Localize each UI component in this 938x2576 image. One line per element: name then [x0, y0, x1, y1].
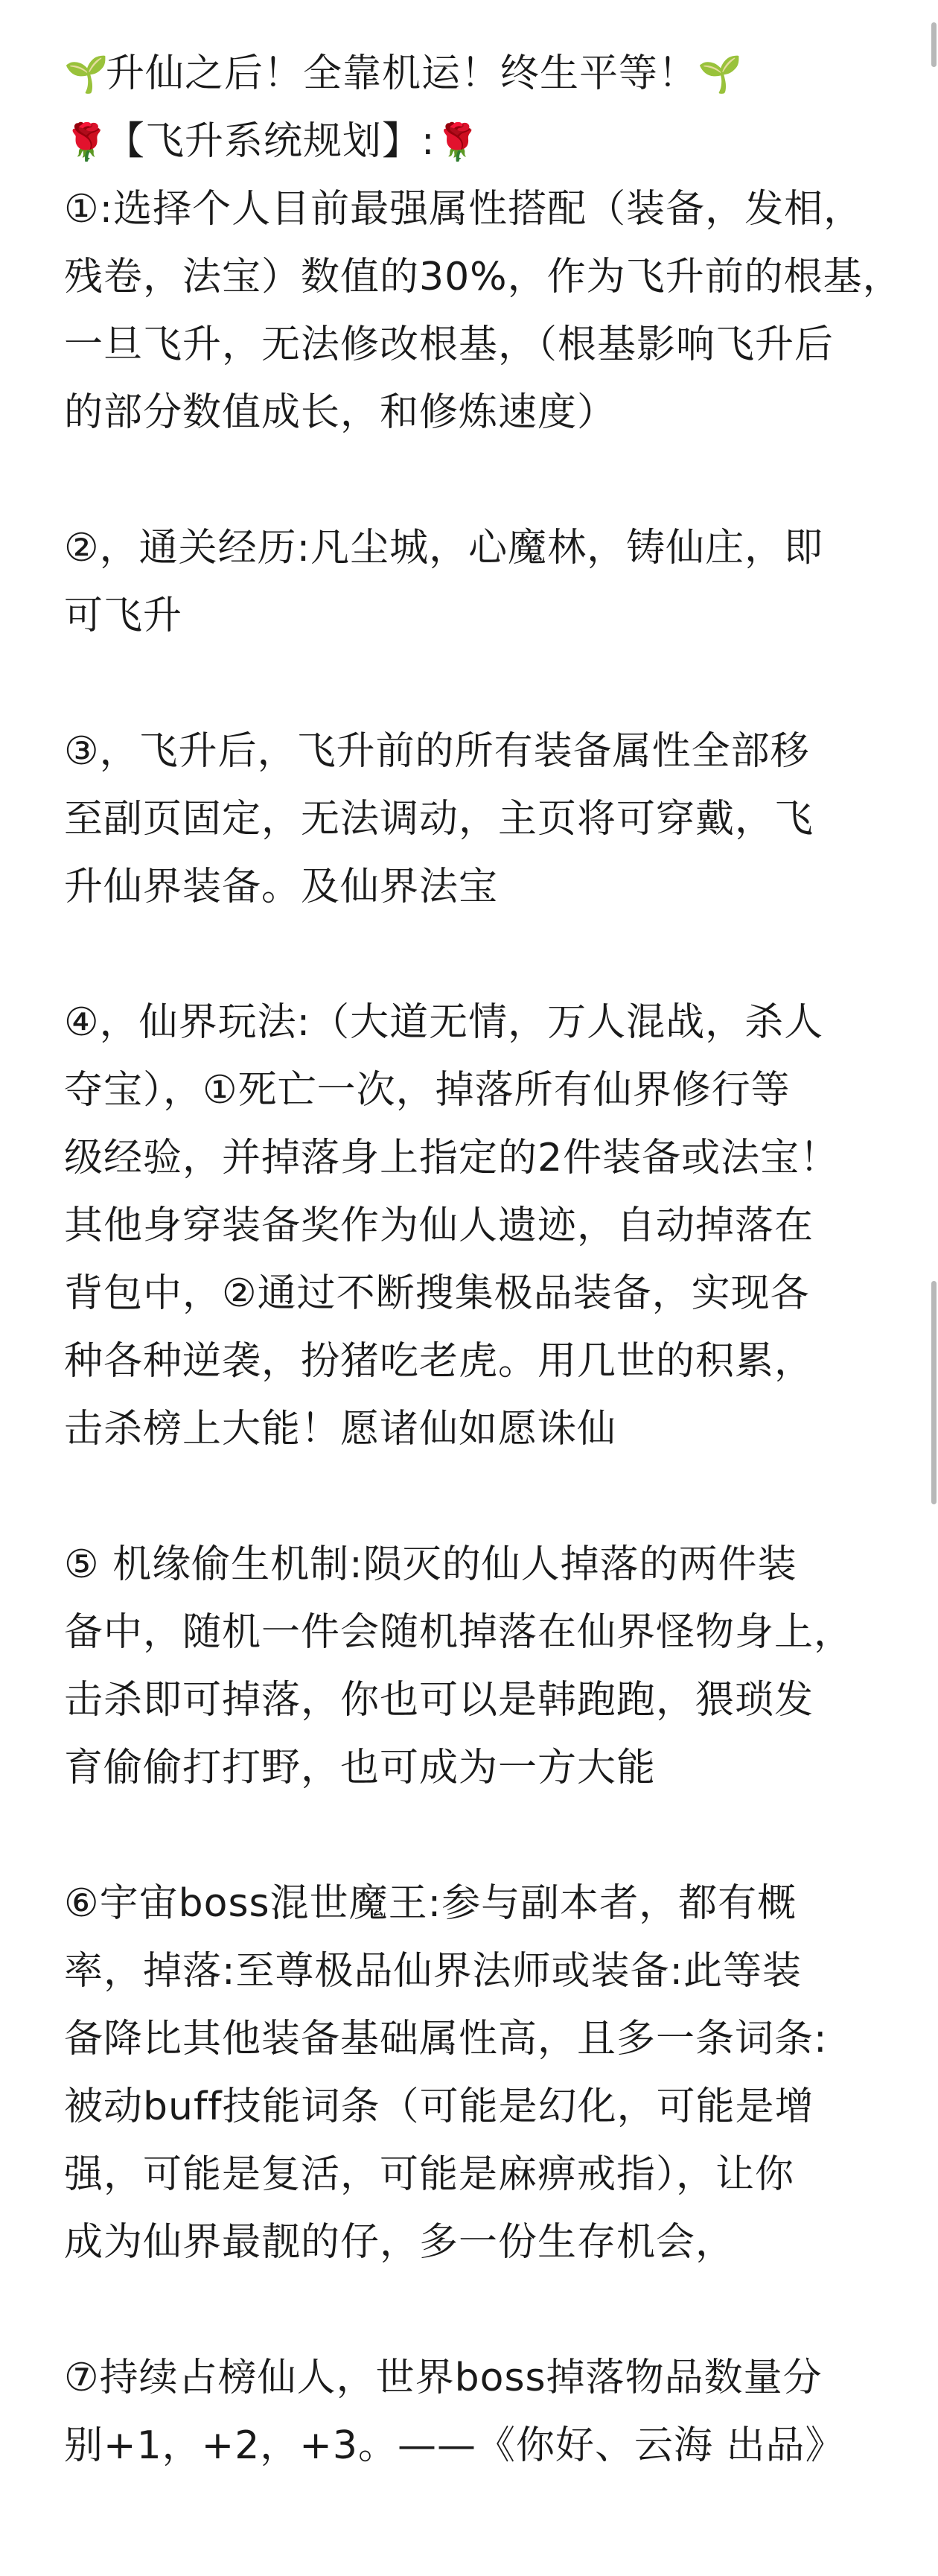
- sprout-icon: 🌱: [64, 54, 109, 95]
- paragraph-gap: [64, 921, 898, 989]
- section-line: ⑦持续占榜仙人，世界boss掉落物品数量分: [64, 2356, 823, 2400]
- section-line: 被动buff技能词条（可能是幻化，可能是增: [64, 2084, 814, 2129]
- section-line: 育偷偷打打野，也可成为一方大能: [64, 1746, 657, 1790]
- section-line: ①:选择个人目前最强属性搭配（装备，发相，: [64, 187, 864, 232]
- section-7: [64, 2344, 898, 2480]
- section-line: 夺宝），①死亡一次，掉落所有仙界修行等: [64, 1068, 791, 1113]
- rose-icon: 🌹: [435, 121, 481, 163]
- section-line: 击杀即可掉落，你也可以是韩跑跑，猥琐发: [64, 1678, 814, 1723]
- section-line: 背包中，②通过不断搜集极品装备，实现各: [64, 1271, 810, 1316]
- paragraph-gap: [64, 1463, 898, 1531]
- section-line: 强，可能是复活，可能是麻痹戒指），让你: [64, 2152, 795, 2197]
- section-1: [64, 176, 902, 447]
- section-3: [64, 718, 898, 921]
- post-content: [64, 40, 902, 2480]
- section-line: 击杀榜上大能！愿诸仙如愿诛仙: [64, 1407, 617, 1451]
- paragraph-gap: [64, 447, 898, 515]
- section-line: 率，掉落:至尊极品仙界法师或装备:此等装: [64, 1949, 803, 1994]
- section-line: 的部分数值成长，和修炼速度）: [64, 390, 617, 435]
- section-line: 一旦飞升，无法修改根基，（根基影响飞升后: [64, 322, 835, 367]
- section-line: 其他身穿装备奖作为仙人遗迹，自动掉落在: [64, 1203, 814, 1248]
- section-2: [64, 515, 898, 650]
- scrollbar-thumb-top[interactable]: [931, 22, 937, 67]
- section-line: 至副页固定，无法调动，主页将可穿戴，飞: [64, 797, 814, 842]
- section-line: ③，飞升后，飞升前的所有装备属性全部移: [64, 729, 810, 774]
- section-4: [64, 989, 898, 1463]
- section-line: 成为仙界最靓的仔，多一份生存机会，: [64, 2220, 736, 2265]
- section-line: 级经验，并掉落身上指定的2件装备或法宝！: [64, 1136, 840, 1180]
- section-line: 备中，随机一件会随机掉落在仙界怪物身上，: [64, 1610, 854, 1655]
- scrollbar-thumb[interactable]: [931, 1281, 937, 1504]
- section-line: 种各种逆袭，扮猪吃老虎。用几世的积累，: [64, 1339, 814, 1384]
- section-line: 别+1，+2，+3。——《你好、云海 出品》: [64, 2423, 845, 2468]
- paragraph-gap: [64, 1802, 898, 1870]
- section-line: 残卷，法宝）数值的30%，作为飞升前的根基，: [64, 255, 902, 299]
- scrollbar[interactable]: [931, 0, 938, 2576]
- sprout-icon: 🌱: [698, 54, 743, 95]
- section-line: 可飞升: [64, 594, 183, 638]
- post-subtitle: 【飞升系统规划】:: [106, 119, 436, 164]
- section-6: [64, 1870, 898, 2277]
- section-5: [64, 1531, 898, 1802]
- paragraph-gap: [64, 650, 898, 718]
- post-title: 升仙之后！全靠机运！终生平等！: [106, 51, 698, 96]
- paragraph-gap: [64, 2277, 898, 2344]
- section-line: 升仙界装备。及仙界法宝: [64, 865, 499, 909]
- section-line: ②，通关经历:凡尘城，心魔林，铸仙庄，即: [64, 526, 824, 570]
- section-line: ⑤ 机缘偷生机制:陨灭的仙人掉落的两件装: [64, 1542, 797, 1587]
- section-line: ⑥宇宙boss混世魔王:参与副本者，都有概: [64, 1881, 797, 1926]
- post-subtitle-line: [64, 108, 898, 176]
- post-title-line: [64, 40, 898, 108]
- rose-icon: 🌹: [64, 121, 109, 163]
- section-line: ④，仙界玩法:（大道无情，万人混战，杀人: [64, 1000, 824, 1045]
- section-line: 备降比其他装备基础属性高，且多一条词条:: [64, 2017, 828, 2061]
